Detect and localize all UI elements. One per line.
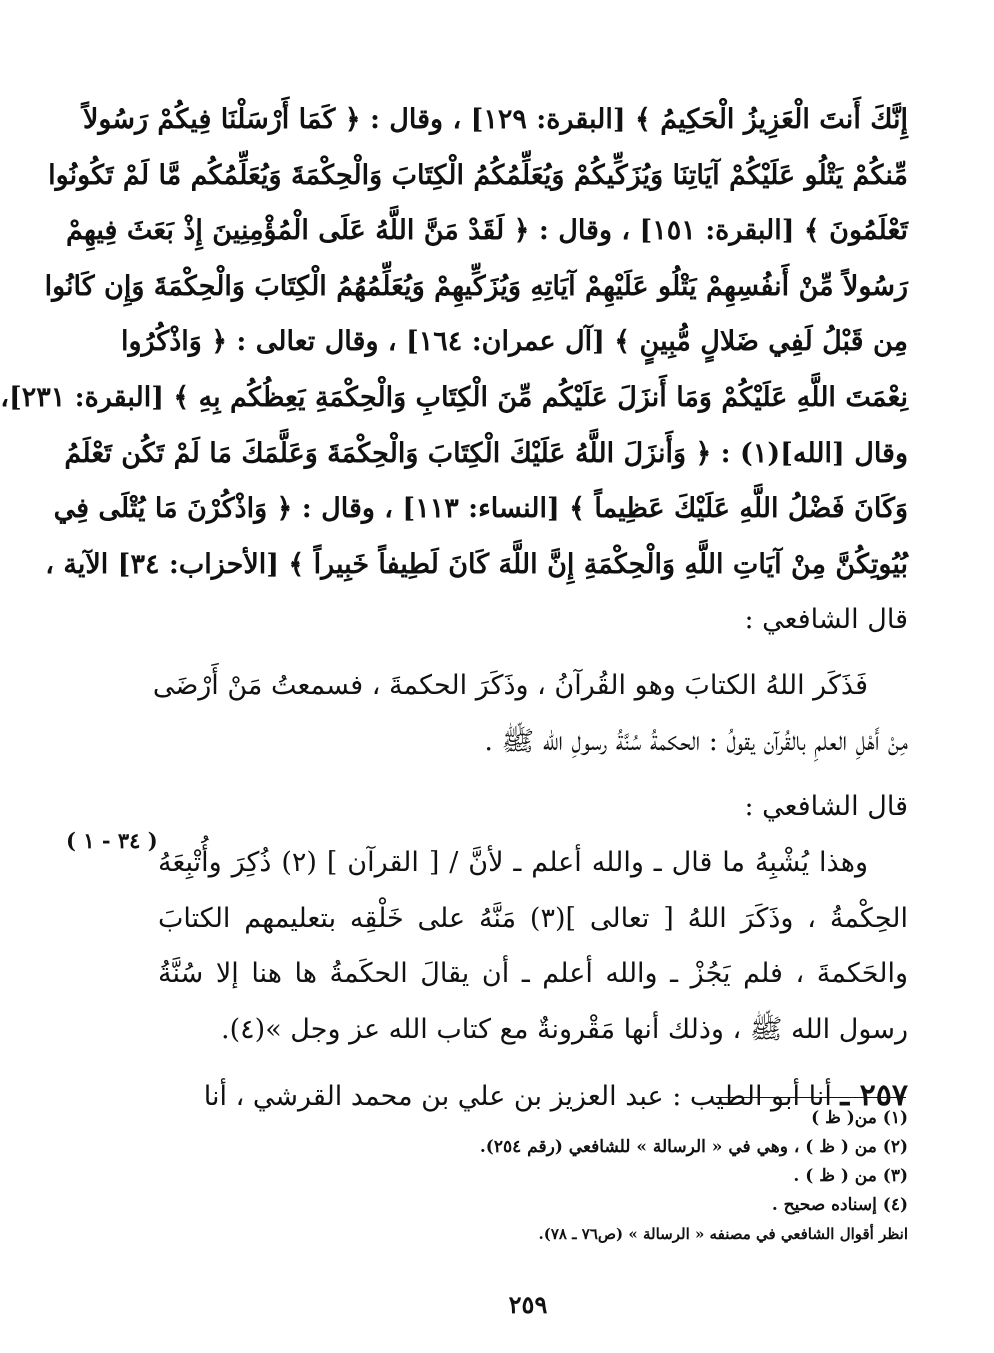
- quran-line: مِّنكُمْ يَتْلُو عَلَيْكُمْ آيَاتِنَا وَيُزَكِّيكُمْ وَيُعَلِّمُكُمُ الْكِتَابَ وَالْحِكْمَةَ وَيُعَلِّمُكُم مَّا لَمْ تَكُونُوا: [48, 159, 908, 191]
- footnote-4: (٤) إسناده صحيح .: [771, 1195, 908, 1215]
- paragraph-shafii-1: [152, 658, 908, 769]
- shafii-1-line: مِنْ أَهْلِ العلمِ بالقُرآن يقولُ : الحكمةُ سُنَّةُ رسولِ الله ﷺ .: [484, 725, 908, 757]
- page-number: ٢٥٩: [508, 1290, 548, 1319]
- footnote-3: (٣) من ( ظ ) .: [793, 1166, 908, 1186]
- margin-note: ( ٣٤ - ١ ): [66, 828, 158, 853]
- quran-line: تَعْلَمُونَ ﴾ [البقرة: ١٥١] ، وقال : ﴿ لَقَدْ مَنَّ اللَّهُ عَلَى الْمُؤْمِنِينَ إِذْ بَعَثَ فِيهِمْ: [66, 215, 908, 247]
- quran-line: مِن قَبْلُ لَفِي ضَلالٍ مُّبِينٍ ﴾ [آل عمران: ١٦٤] ، وقال تعالى : ﴿ وَاذْكُرُوا: [120, 326, 908, 358]
- quran-line: إِنَّكَ أَنتَ الْعَزِيزُ الْحَكِيمُ ﴾ [البقرة: ١٢٩] ، وقال : ﴿ كَمَا أَرْسَلْنَا فِيكُمْ رَسُولاً: [83, 104, 908, 135]
- spacer: [158, 648, 908, 658]
- footnote-2: (٢) من ( ظ ) ، وهي في « الرسالة » للشافعي (رقم ٢٥٤).: [479, 1137, 908, 1157]
- shafii-2-line: رسول الله ﷺ ، وذلك أنها مَقْرونةٌ مع كتاب الله عز وجل »(٤).: [221, 1013, 908, 1045]
- quran-line: بُيُوتِكُنَّ مِنْ آيَاتِ اللَّهِ وَالْحِكْمَةِ إِنَّ اللَّهَ كَانَ لَطِيفاً خَبِيراً ﴾ [الأحزاب: ٣٤] الآية ،: [45, 548, 908, 580]
- footnote-separator: [716, 1097, 906, 1098]
- quran-line: نِعْمَتَ اللَّهِ عَلَيْكُمْ وَمَا أَنزَلَ عَلَيْكُم مِّنَ الْكِتَابِ وَالْحِكْمَةِ يَعِظُكُم بِهِ ﴾ [البقرة: ٢٣١]،: [0, 381, 908, 413]
- item-text: أنا أبو الطيب : عبد العزيز بن علي بن محمد القرشي ، أنا: [203, 1080, 832, 1112]
- spacer: [158, 769, 908, 779]
- quran-line: وقال [الله](١) : ﴿ وَأَنزَلَ اللَّهُ عَلَيْكَ الْكِتَابَ وَالْحِكْمَةَ وَعَلَّمَكَ مَا لَمْ تَكُن تَعْلَمُ: [64, 437, 908, 469]
- quran-line: رَسُولاً مِّنْ أَنفُسِهِمْ يَتْلُو عَلَيْهِمْ آيَاتِهِ وَيُزَكِّيهِمْ وَيُعَلِّمُهُمُ الْكِتَابَ وَالْحِكْمَةَ وَإِن كَانُوا: [44, 270, 908, 302]
- item-number: ٢٥٧ ـ: [840, 1077, 908, 1113]
- footnote-1: (١) من( ظ ): [811, 1108, 908, 1128]
- paragraph-shafii-2: [158, 835, 908, 1057]
- footnotes: [442, 1104, 908, 1249]
- shafii-heading: قال الشافعي :: [744, 791, 908, 823]
- shafii-2-line: وهذا يُشْبِهُ ما قال ـ والله أعلم ـ لأنَّ / [ القرآن ] (٢) ذُكِرَ وأُتْبِعَهُ: [158, 847, 868, 879]
- shafii-2-line: الحِكْمةُ ، وذَكَرَ اللهُ [ تعالى ](٣) مَنَّهُ على خَلْقِه بتعليمهم الكتابَ: [158, 902, 908, 934]
- spacer: [158, 1058, 908, 1068]
- footnote-note: انظر أقوال الشافعي في مصنفه « الرسالة » (ص٧٦ ـ ٧٨).: [538, 1225, 908, 1243]
- quran-line: وَكَانَ فَضْلُ اللَّهِ عَلَيْكَ عَظِيماً ﴾ [النساء: ١١٣] ، وقال : ﴿ وَاذْكُرْنَ مَا يُتْلَى فِي: [53, 493, 908, 525]
- quran-passage: [0, 92, 908, 648]
- shafii-1-line: فَذَكَر اللهُ الكتابَ وهو القُرآنُ ، وذَكَرَ الحكمةَ ، فسمعتُ مَنْ أَرْضَى: [152, 669, 868, 701]
- quran-line: قال الشافعي :: [744, 604, 908, 636]
- shafii-2-line: والحَكمةَ ، فلم يَجُزْ ـ والله أعلم ـ أن يقالَ الحكَمةُ ها هنا إلا سُنَّةُ: [158, 958, 908, 990]
